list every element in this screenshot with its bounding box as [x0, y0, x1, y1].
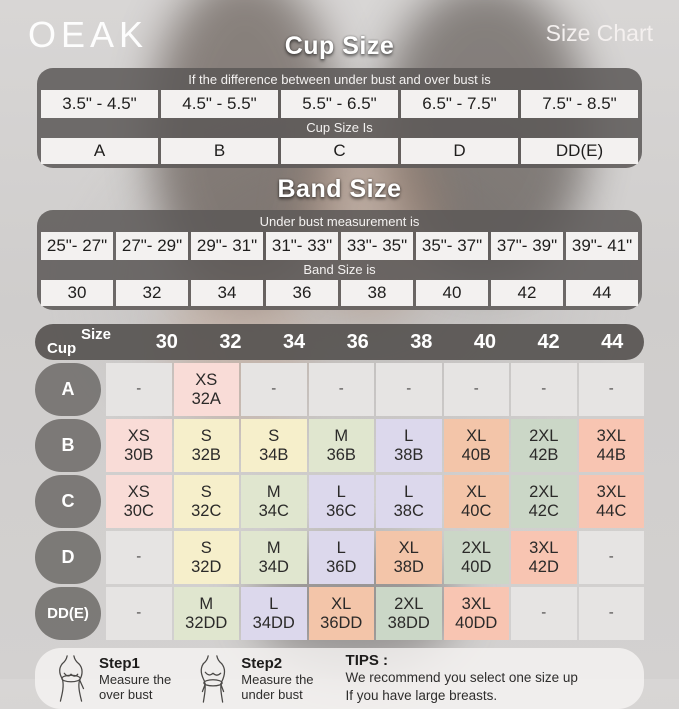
matrix-body — [0, 363, 679, 640]
step1-line2: over bust — [99, 687, 153, 702]
cell-size-label: S — [200, 427, 212, 446]
matrix-cell — [174, 531, 240, 584]
cell-size-label: S — [200, 539, 212, 558]
matrix-cell — [241, 531, 307, 584]
cup-range-cell: 3.5" - 4.5" — [41, 90, 158, 118]
cell-code-label: 32DD — [185, 613, 228, 632]
cell-code-label: 32C — [191, 501, 222, 520]
cell-size-label: XS — [127, 427, 150, 446]
cell-size-label: M — [266, 539, 281, 558]
empty-cell-dash: - — [608, 548, 614, 566]
matrix-row-cells — [106, 419, 644, 472]
step1-line1: Measure the — [99, 671, 172, 687]
matrix-row — [35, 531, 644, 584]
empty-cell-dash: - — [541, 380, 547, 398]
cell-size-label: L — [404, 427, 414, 446]
matrix-cell — [579, 531, 645, 584]
matrix-row — [35, 587, 644, 640]
matrix-cell — [444, 419, 510, 472]
cup-letter-row — [41, 138, 638, 164]
cup-range-cell: 4.5" - 5.5" — [161, 90, 278, 118]
matrix-cell — [309, 475, 375, 528]
matrix-cell — [174, 419, 240, 472]
matrix-column-header: 34 — [282, 330, 306, 353]
cell-size-label: S — [200, 483, 212, 502]
tips-line1: We recommend you select one size up — [345, 670, 578, 686]
band-number-row — [41, 280, 638, 306]
matrix-column-header: 38 — [410, 330, 433, 353]
matrix-cell — [444, 587, 510, 640]
step1-title: Step1 — [99, 654, 140, 672]
brand-logo: OEAK — [28, 14, 149, 55]
cell-size-label: XL — [331, 595, 352, 614]
cell-code-label: 40D — [461, 557, 492, 576]
page-title: Size Chart — [545, 20, 653, 46]
cell-code-label: 40B — [461, 445, 491, 464]
cup-banner-cup-size-is: Cup Size Is — [306, 120, 373, 135]
band-range-cell: 27"- 29" — [116, 232, 188, 260]
empty-cell-dash: - — [541, 604, 547, 622]
cell-size-label: XS — [195, 371, 218, 390]
cell-size-label: 3XL — [529, 539, 559, 558]
matrix-cell — [511, 475, 577, 528]
matrix-cell — [174, 363, 240, 416]
matrix-cell — [579, 587, 645, 640]
cell-size-label: L — [336, 483, 346, 502]
cell-code-label: 32D — [191, 557, 222, 576]
cup-letter-cell: B — [161, 138, 278, 164]
cell-code-label: 36DD — [320, 613, 363, 632]
band-number-cell: 44 — [566, 280, 638, 306]
matrix-column-header: 44 — [601, 330, 624, 353]
band-banner-band-size-is: Band Size is — [303, 262, 376, 277]
cell-size-label: L — [404, 483, 414, 502]
measure-under-bust-icon — [193, 654, 233, 704]
matrix-column-header: 30 — [155, 330, 178, 353]
empty-cell-dash: - — [608, 380, 614, 398]
cup-letter-cell: D — [401, 138, 518, 164]
cell-size-label: XS — [127, 483, 150, 502]
cell-size-label: 2XL — [529, 483, 559, 502]
cell-code-label: 38C — [393, 501, 424, 520]
cell-code-label: 42B — [529, 445, 559, 464]
matrix-header — [35, 324, 644, 360]
cup-range-cell: 7.5" - 8.5" — [521, 90, 638, 118]
header — [0, 0, 679, 62]
band-number-cell: 30 — [41, 280, 113, 306]
matrix-cell — [241, 419, 307, 472]
matrix-cell — [579, 419, 645, 472]
band-range-cell: 33"- 35" — [341, 232, 413, 260]
cup-banner-difference: If the difference between under bust and over bust is — [188, 72, 491, 87]
cell-size-label: 3XL — [596, 483, 626, 502]
matrix-row-label: DD(E) — [35, 587, 101, 640]
matrix-cell — [511, 363, 577, 416]
cup-size-panel — [37, 68, 642, 168]
cup-range-cell: 6.5" - 7.5" — [401, 90, 518, 118]
matrix-cell — [309, 587, 375, 640]
band-range-cell: 25"- 27" — [41, 232, 113, 260]
cell-code-label: 38DD — [387, 613, 430, 632]
cell-code-label: 32B — [191, 445, 221, 464]
band-number-cell: 38 — [341, 280, 413, 306]
matrix-cell — [309, 531, 375, 584]
band-range-cell: 29"- 31" — [191, 232, 263, 260]
matrix-cell — [309, 419, 375, 472]
matrix-cell — [106, 363, 172, 416]
matrix-cell — [241, 475, 307, 528]
matrix-row — [35, 419, 644, 472]
matrix-cell — [511, 531, 577, 584]
empty-cell-dash: - — [136, 604, 142, 622]
cell-size-label: L — [269, 595, 279, 614]
matrix-cell — [106, 419, 172, 472]
matrix-row-label: C — [35, 475, 101, 528]
matrix-cell — [309, 363, 375, 416]
matrix-row-label: D — [35, 531, 101, 584]
matrix-column-header: 42 — [537, 330, 560, 353]
tips-title: TIPS : — [345, 652, 389, 670]
cell-code-label: 42D — [528, 557, 559, 576]
matrix-cell — [511, 419, 577, 472]
cell-code-label: 32A — [191, 389, 221, 408]
matrix-cell — [106, 531, 172, 584]
matrix-corner-size-label: Size — [81, 326, 112, 343]
step2-line1: Measure the — [241, 671, 314, 687]
footer-instructions — [35, 648, 644, 709]
cell-size-label: 3XL — [596, 427, 626, 446]
band-number-cell: 42 — [491, 280, 563, 306]
cell-size-label: M — [266, 483, 281, 502]
step2-line2: under bust — [241, 687, 303, 702]
empty-cell-dash: - — [136, 548, 142, 566]
empty-cell-dash: - — [608, 604, 614, 622]
cell-size-label: 2XL — [529, 427, 559, 446]
matrix-row-label: B — [35, 419, 101, 472]
empty-cell-dash: - — [136, 380, 142, 398]
cell-code-label: 40DD — [455, 613, 498, 632]
band-size-panel — [37, 210, 642, 310]
band-range-cell: 37"- 39" — [491, 232, 563, 260]
cell-size-label: M — [334, 427, 349, 446]
cell-size-label: 2XL — [394, 595, 424, 614]
matrix-column-header: 36 — [346, 330, 369, 353]
matrix-cell — [106, 475, 172, 528]
band-range-row — [41, 232, 638, 260]
matrix-column-headers — [135, 324, 644, 360]
cell-code-label: 34D — [258, 557, 289, 576]
cell-size-label: M — [199, 595, 214, 614]
cell-size-label: 3XL — [461, 595, 491, 614]
matrix-cell — [174, 475, 240, 528]
step2-block — [241, 655, 313, 703]
cell-code-label: 42C — [528, 501, 559, 520]
band-size-title: Band Size — [277, 175, 402, 203]
cup-range-row — [41, 90, 638, 118]
cell-code-label: 44C — [596, 501, 627, 520]
matrix-cell — [376, 587, 442, 640]
matrix-cell — [106, 587, 172, 640]
cell-size-label: XL — [398, 539, 419, 558]
cell-code-label: 44B — [596, 445, 626, 464]
matrix-column-header: 40 — [473, 330, 497, 353]
matrix-cell — [579, 363, 645, 416]
cell-size-label: L — [336, 539, 346, 558]
band-range-cell: 35"- 37" — [416, 232, 488, 260]
band-range-cell: 39"- 41" — [566, 232, 638, 260]
cell-size-label: S — [268, 427, 280, 446]
matrix-row-cells — [106, 475, 644, 528]
matrix-cell — [376, 531, 442, 584]
measure-over-bust-icon — [51, 654, 91, 704]
empty-cell-dash: - — [338, 380, 344, 398]
empty-cell-dash: - — [473, 380, 479, 398]
step1-block — [99, 655, 171, 703]
matrix-row — [35, 475, 644, 528]
cell-code-label: 30C — [123, 501, 154, 520]
band-banner-under-bust: Under bust measurement is — [259, 214, 420, 229]
matrix-cell — [444, 475, 510, 528]
matrix-row-label: A — [35, 363, 101, 416]
cell-code-label: 34DD — [252, 613, 295, 632]
cup-range-cell: 5.5" - 6.5" — [281, 90, 398, 118]
matrix-cell — [376, 363, 442, 416]
cell-code-label: 36C — [326, 501, 357, 520]
matrix-cell — [376, 475, 442, 528]
cell-code-label: 38D — [393, 557, 424, 576]
step2-title: Step2 — [241, 654, 283, 672]
cell-code-label: 36B — [326, 445, 356, 464]
band-number-cell: 32 — [116, 280, 188, 306]
matrix-row-cells — [106, 587, 644, 640]
tips-block — [346, 652, 578, 704]
cell-size-label: XL — [466, 427, 487, 446]
cell-code-label: 38B — [394, 445, 424, 464]
matrix-corner-cell — [35, 324, 135, 360]
band-number-cell: 36 — [266, 280, 338, 306]
cell-code-label: 34B — [259, 445, 289, 464]
matrix-cell — [579, 475, 645, 528]
cell-code-label: 30B — [124, 445, 154, 464]
cell-size-label: 2XL — [461, 539, 491, 558]
cup-letter-cell: C — [281, 138, 398, 164]
cup-letter-cell: A — [41, 138, 158, 164]
matrix-row-cells — [106, 531, 644, 584]
matrix-cell — [376, 419, 442, 472]
matrix-cell — [241, 363, 307, 416]
matrix-corner-cup-label: Cup — [47, 340, 77, 357]
cell-size-label: XL — [466, 483, 487, 502]
matrix-cell — [444, 363, 510, 416]
cell-code-label: 34C — [258, 501, 289, 520]
band-range-cell: 31"- 33" — [266, 232, 338, 260]
tips-line2: If you have large breasts. — [345, 688, 498, 703]
matrix-column-header: 32 — [219, 330, 242, 353]
cup-letter-cell: DD(E) — [521, 138, 638, 164]
matrix-row-cells — [106, 363, 644, 416]
empty-cell-dash: - — [271, 380, 277, 398]
cup-size-title: Cup Size — [284, 32, 395, 60]
band-number-cell: 40 — [416, 280, 488, 306]
empty-cell-dash: - — [406, 380, 412, 398]
cell-code-label: 36D — [326, 557, 357, 576]
matrix-cell — [511, 587, 577, 640]
matrix-row — [35, 363, 644, 416]
matrix-cell — [241, 587, 307, 640]
matrix-cell — [444, 531, 510, 584]
band-number-cell: 34 — [191, 280, 263, 306]
matrix-cell — [174, 587, 240, 640]
cell-code-label: 40C — [461, 501, 492, 520]
